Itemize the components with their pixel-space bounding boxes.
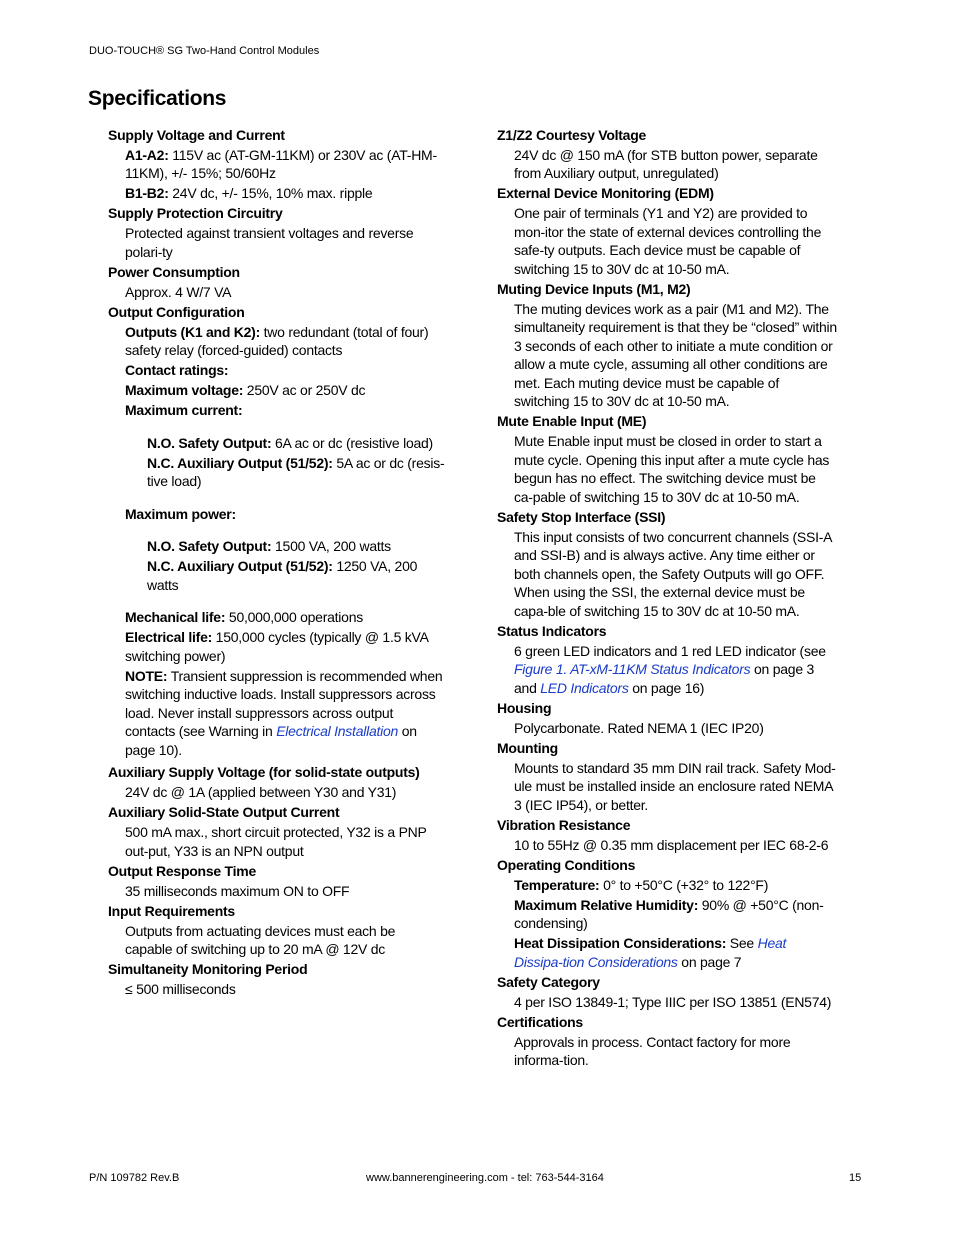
- certifications-text: Approvals in process. Contact factory for more informa-tion.: [514, 1033, 791, 1068]
- operating-conditions-heading: Operating Conditions: [497, 856, 636, 873]
- max-current-label: Maximum current:: [125, 402, 243, 418]
- note-text: Transient suppression is recommended when switching inductive loads. Install suppressors across load. Never install suppressors across output contacts (see Warning in: [125, 667, 443, 739]
- left-column: [108, 124, 446, 999]
- temperature-spec: [514, 876, 837, 895]
- vibration-heading: Vibration Resistance: [497, 816, 631, 833]
- note-paragraph: [125, 667, 446, 760]
- led-indicators-link[interactable]: LED Indicators: [540, 679, 629, 696]
- safety-category-text: 4 per ISO 13849-1; Type IIIC per ISO 13851 (EN574): [514, 993, 832, 1010]
- no-current-text: 6A ac or dc (resistive load): [271, 434, 433, 451]
- power-consumption-heading: Power Consumption: [108, 263, 240, 280]
- heat-dissipation-text: See: [726, 935, 758, 951]
- nc-power-label: N.C. Auxiliary Output (51/52):: [147, 558, 333, 574]
- temperature-label: Temperature:: [514, 876, 600, 893]
- no-power-spec: [147, 537, 446, 556]
- certifications-heading: Certifications: [497, 1013, 583, 1030]
- vibration-text: 10 to 55Hz @ 0.35 mm displacement per IEC 68-2-6: [514, 836, 829, 853]
- heat-dissipation-spec: [514, 934, 837, 971]
- temperature-text: 0° to +50°C (+32° to 122°F): [599, 876, 769, 893]
- max-voltage-label: Maximum voltage:: [125, 382, 244, 398]
- heat-dissipation-after: on page 7: [677, 953, 742, 970]
- footer-contact: www.bannerengineering.com - tel: 763-544-3164: [366, 1172, 604, 1184]
- aux-supply-text: 24V dc @ 1A (applied between Y30 and Y31): [125, 784, 397, 800]
- humidity-text: 90% @ +50°C (non-condensing): [514, 896, 824, 931]
- footer-page-number: 15: [849, 1172, 862, 1184]
- status-indicators-figure-link[interactable]: Figure 1. AT-xM-11KM Status Indicators: [514, 661, 751, 677]
- aux-ss-output-text: 500 mA max., short circuit protected, Y32 is a PNP out-put, Y33 is an NPN output: [125, 824, 427, 859]
- running-header: DUO-TOUCH® SG Two-Hand Control Modules: [89, 45, 320, 57]
- heat-dissipation-label: Heat Dissipation Considerations:: [514, 935, 727, 951]
- edm-text: One pair of terminals (Y1 and Y2) are provided to mon-itor the state of external devices controlling the safe-ty outputs. Each device must be capable of switching 15 to 30V dc at 10-50 mA.: [514, 205, 822, 277]
- contact-ratings-label: Contact ratings:: [125, 362, 229, 378]
- aux-supply-heading: Auxiliary Supply Voltage (for solid-state outputs): [108, 764, 420, 780]
- mounting-text: Mounts to standard 35 mm DIN rail track. Safety Mod-ule must be installed inside an enclosure rated NEMA 3 (IEC IP54), or better.: [514, 759, 836, 813]
- simultaneity-heading: Simultaneity Monitoring Period: [108, 961, 308, 977]
- elec-life-spec: [125, 628, 446, 665]
- mech-life-label: Mechanical life:: [125, 609, 226, 625]
- note-after: on page 10).: [125, 723, 417, 758]
- input-requirements-text: Outputs from actuating devices must each be capable of switching up to 20 mA @ 12V dc: [125, 922, 396, 957]
- mute-enable-text: Mute Enable input must be closed in order to start a mute cycle. Opening this input after a mute cycle has begun has no effect. The switching device must be ca-pable of switching 15 to 30V dc at 10-50 mA.: [514, 433, 830, 505]
- mech-life-spec: [125, 608, 446, 627]
- mounting-heading: Mounting: [497, 739, 558, 756]
- no-power-text: 1500 VA, 200 watts: [271, 538, 391, 554]
- housing-text: Polycarbonate. Rated NEMA 1 (IEC IP20): [514, 719, 764, 736]
- a1a2-label: A1-A2:: [125, 146, 169, 163]
- electrical-installation-link[interactable]: Electrical Installation: [276, 723, 399, 739]
- response-time-heading: Output Response Time: [108, 862, 256, 879]
- b1b2-text: 24V dc, +/- 15%, 10% max. ripple: [168, 185, 373, 201]
- ssi-text: This input consists of two concurrent channels (SSI-A and SSI-B) and is always active. Any time either or both channels open, the Safety Outputs will go OFF. When using the SSI, the external device must be capa-ble of switching 15 to 30V dc at 10-50 mA.: [514, 528, 832, 619]
- elec-life-text: 150,000 cycles (typically @ 1.5 kVA switching power): [125, 629, 428, 664]
- footer-part-number: P/N 109782 Rev.B: [89, 1172, 180, 1184]
- supply-protection-heading: Supply Protection Circuitry: [108, 205, 283, 221]
- ssi-heading: Safety Stop Interface (SSI): [497, 508, 666, 525]
- nc-power-spec: [147, 557, 446, 594]
- housing-heading: Housing: [497, 699, 552, 716]
- output-config-heading: Output Configuration: [108, 303, 245, 320]
- status-indicators-text: [514, 642, 837, 698]
- aux-ss-output-heading: Auxiliary Solid-State Output Current: [108, 804, 340, 820]
- supply-voltage-heading: Supply Voltage and Current: [108, 126, 285, 143]
- mute-enable-heading: Mute Enable Input (ME): [497, 413, 647, 429]
- power-consumption-text: Approx. 4 W/7 VA: [125, 283, 232, 300]
- nc-power-text: 1250 VA, 200 watts: [147, 558, 418, 593]
- b1b2-label: B1-B2:: [125, 185, 169, 201]
- mech-life-text: 50,000,000 operations: [225, 609, 363, 625]
- right-column: [497, 124, 837, 1070]
- no-current-label: N.O. Safety Output:: [147, 434, 272, 451]
- a1a2-text: 115V ac (AT-GM-11KM) or 230V ac (AT-HM-11KM), +/- 15%; 50/60Hz: [125, 146, 437, 181]
- z1z2-heading: Z1/Z2 Courtesy Voltage: [497, 126, 647, 143]
- humidity-label: Maximum Relative Humidity:: [514, 896, 699, 913]
- elec-life-label: Electrical life:: [125, 629, 213, 645]
- muting-text: The muting devices work as a pair (M1 and M2). The simultaneity requirement is that they be “closed” within 3 seconds of each other to initiate a mute condition or allow a mute cycle, assuming all other conditions are met. Each muting device must be capable of switching 15 to 30V dc at 10-50 mA.: [514, 300, 837, 409]
- status-indicators-heading: Status Indicators: [497, 622, 607, 639]
- supply-protection-text: Protected against transient voltages and reverse polari-ty: [125, 225, 414, 260]
- max-power-label: Maximum power:: [125, 505, 236, 522]
- response-time-text: 35 milliseconds maximum ON to OFF: [125, 882, 350, 899]
- status-text-mid: on page 3 and: [514, 661, 815, 696]
- edm-heading: External Device Monitoring (EDM): [497, 185, 714, 201]
- note-label: NOTE:: [125, 667, 168, 684]
- b1b2-spec: [125, 184, 446, 203]
- page-title: Specifications: [88, 87, 227, 110]
- humidity-spec: [514, 896, 837, 933]
- z1z2-text: 24V dc @ 150 mA (for STB button power, separate from Auxiliary output, unregulated): [514, 146, 818, 181]
- outputs-text: two redundant (total of four) safety relay (forced-guided) contacts: [125, 323, 429, 358]
- input-requirements-heading: Input Requirements: [108, 902, 235, 919]
- outputs-spec: [125, 323, 446, 360]
- muting-heading: Muting Device Inputs (M1, M2): [497, 280, 691, 297]
- nc-current-text: 5A ac or dc (resis-tive load): [147, 454, 445, 489]
- safety-category-heading: Safety Category: [497, 973, 600, 990]
- nc-current-label: N.C. Auxiliary Output (51/52):: [147, 454, 333, 471]
- a1a2-spec: [125, 146, 446, 183]
- status-text-before: 6 green LED indicators and 1 red LED indicator (see: [514, 642, 826, 659]
- nc-current-spec: [147, 454, 446, 491]
- outputs-label: Outputs (K1 and K2):: [125, 323, 260, 340]
- max-voltage-spec: [125, 381, 446, 400]
- no-power-label: N.O. Safety Output:: [147, 538, 272, 554]
- no-current-spec: [147, 434, 446, 453]
- heat-dissipation-link[interactable]: Heat Dissipa-tion Considerations: [514, 935, 787, 970]
- status-text-after: on page 16): [628, 679, 705, 696]
- simultaneity-text: ≤ 500 milliseconds: [125, 981, 236, 997]
- max-voltage-text: 250V ac or 250V dc: [243, 382, 366, 398]
